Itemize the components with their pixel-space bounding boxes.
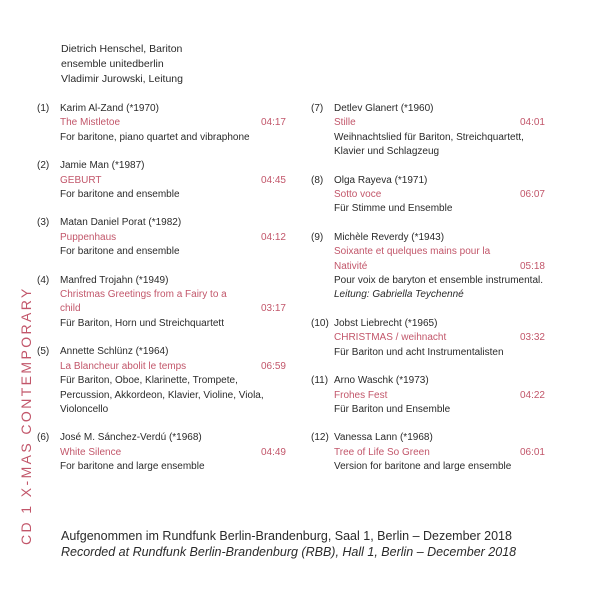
- track-composer: Vanessa Lann (*1968): [334, 432, 433, 444]
- track-number: (3): [37, 217, 50, 229]
- track-duration: 05:18: [519, 260, 545, 272]
- track-composer: José M. Sánchez-Verdú (*1968): [60, 432, 202, 444]
- track-item: [37, 431, 290, 474]
- track-duration: 06:01: [519, 446, 545, 458]
- track-number: (10): [311, 317, 329, 329]
- track-duration: 06:07: [519, 189, 545, 201]
- track-composer: Arno Waschk (*1973): [334, 375, 429, 387]
- tracklist-left-column: [37, 102, 290, 489]
- track-number: (11): [311, 375, 329, 387]
- track-number: (12): [311, 432, 329, 444]
- performer-credits: [61, 42, 183, 87]
- recording-info-de: Aufgenommen im Rundfunk Berlin-Brandenburg, Saal 1, Berlin – Dezember 2018: [61, 529, 512, 543]
- track-title: La Blancheur abolit le temps: [60, 360, 187, 372]
- track-item: [37, 159, 290, 202]
- track-title: White Silence: [60, 446, 122, 458]
- track-title: Frohes Fest: [334, 389, 388, 401]
- track-description: Für Bariton und acht Instrumentalisten: [334, 346, 504, 358]
- track-title: The Mistletoe: [60, 117, 121, 129]
- recording-info-en: Recorded at Rundfunk Berlin-Brandenburg (RBB), Hall 1, Berlin – December 2018: [61, 545, 517, 559]
- track-title: Christmas Greetings from a Fairy to a child: [60, 289, 227, 315]
- track-item: [311, 174, 549, 217]
- track-number: (6): [37, 432, 50, 444]
- track-item: [37, 216, 290, 259]
- track-title: Stille: [334, 117, 356, 129]
- track-duration: 04:12: [260, 231, 286, 243]
- track-description: For baritone and ensemble: [60, 189, 180, 201]
- track-duration: 04:45: [260, 174, 286, 186]
- track-number: (9): [311, 231, 324, 243]
- tracklist-right-column: [311, 102, 549, 489]
- track-description: Weihnachtslied für Bariton, Streichquartett, Klavier und Schlagzeug: [334, 131, 524, 158]
- track-composer: Jobst Liebrecht (*1965): [334, 317, 438, 329]
- track-item: [37, 102, 290, 145]
- track-description: [334, 274, 549, 303]
- track-description: For baritone, piano quartet and vibraphone: [60, 131, 250, 143]
- track-duration: 04:01: [519, 117, 545, 129]
- track-title: GEBURT: [60, 174, 102, 186]
- track-description: Version for baritone and large ensemble: [334, 461, 512, 473]
- track-composer: Karim Al-Zand (*1970): [60, 103, 159, 114]
- track-duration: 04:49: [260, 446, 286, 458]
- track-item: [311, 317, 549, 360]
- recording-info: [61, 528, 516, 560]
- track-composer: Jamie Man (*1987): [60, 160, 145, 172]
- track-title: Soixante et quelques mains pour la Nativité: [334, 246, 491, 272]
- track-description: Für Bariton, Oboe, Klarinette, Trompete, Percussion, Akkordeon, Klavier, Violine, Viola, Violoncello: [60, 375, 264, 415]
- track-number: (5): [37, 346, 50, 358]
- credit-line: Vladimir Jurowski, Leitung: [61, 73, 183, 85]
- track-item: [311, 231, 549, 303]
- spine-label: CD 1 X-MAS CONTEMPORARY: [18, 286, 34, 545]
- track-composer: Matan Daniel Porat (*1982): [60, 217, 182, 229]
- track-item: [311, 431, 549, 474]
- track-number: (4): [37, 274, 50, 286]
- track-description-conductor: Leitung: Gabriella Teychenné: [334, 289, 464, 301]
- track-description: Für Bariton, Horn und Streichquartett: [60, 317, 224, 329]
- track-composer: Annette Schlünz (*1964): [60, 346, 169, 358]
- track-description-text: Pour voix de baryton et ensemble instrumental.: [334, 275, 543, 287]
- track-composer: Manfred Trojahn (*1949): [60, 274, 169, 286]
- track-duration: 03:32: [519, 332, 545, 344]
- track-description: Für Bariton und Ensemble: [334, 403, 451, 415]
- track-description: Für Stimme und Ensemble: [334, 203, 453, 215]
- track-item: [37, 274, 290, 332]
- track-item: [37, 345, 290, 417]
- credit-line: ensemble unitedberlin: [61, 58, 164, 70]
- track-title: Tree of Life So Green: [334, 446, 430, 458]
- track-number: (2): [37, 160, 50, 172]
- track-item: [311, 102, 549, 160]
- track-duration: 04:22: [519, 389, 545, 401]
- track-number: (1): [37, 103, 50, 114]
- track-number: (7): [311, 103, 324, 114]
- track-number: (8): [311, 174, 324, 186]
- credit-line: Dietrich Henschel, Bariton: [61, 43, 183, 55]
- track-title: Sotto voce: [334, 189, 382, 201]
- track-composer: Detlev Glanert (*1960): [334, 103, 434, 114]
- track-duration: 06:59: [260, 360, 286, 372]
- track-description: For baritone and large ensemble: [60, 461, 205, 473]
- track-title: CHRISTMAS / weihnacht: [334, 332, 447, 344]
- track-title: Puppenhaus: [60, 231, 117, 243]
- track-composer: Michèle Reverdy (*1943): [334, 231, 445, 243]
- track-composer: Olga Rayeva (*1971): [334, 174, 428, 186]
- track-description: For baritone and ensemble: [60, 246, 180, 258]
- track-duration: 03:17: [260, 303, 286, 315]
- track-item: [311, 374, 549, 417]
- track-duration: 04:17: [260, 117, 286, 129]
